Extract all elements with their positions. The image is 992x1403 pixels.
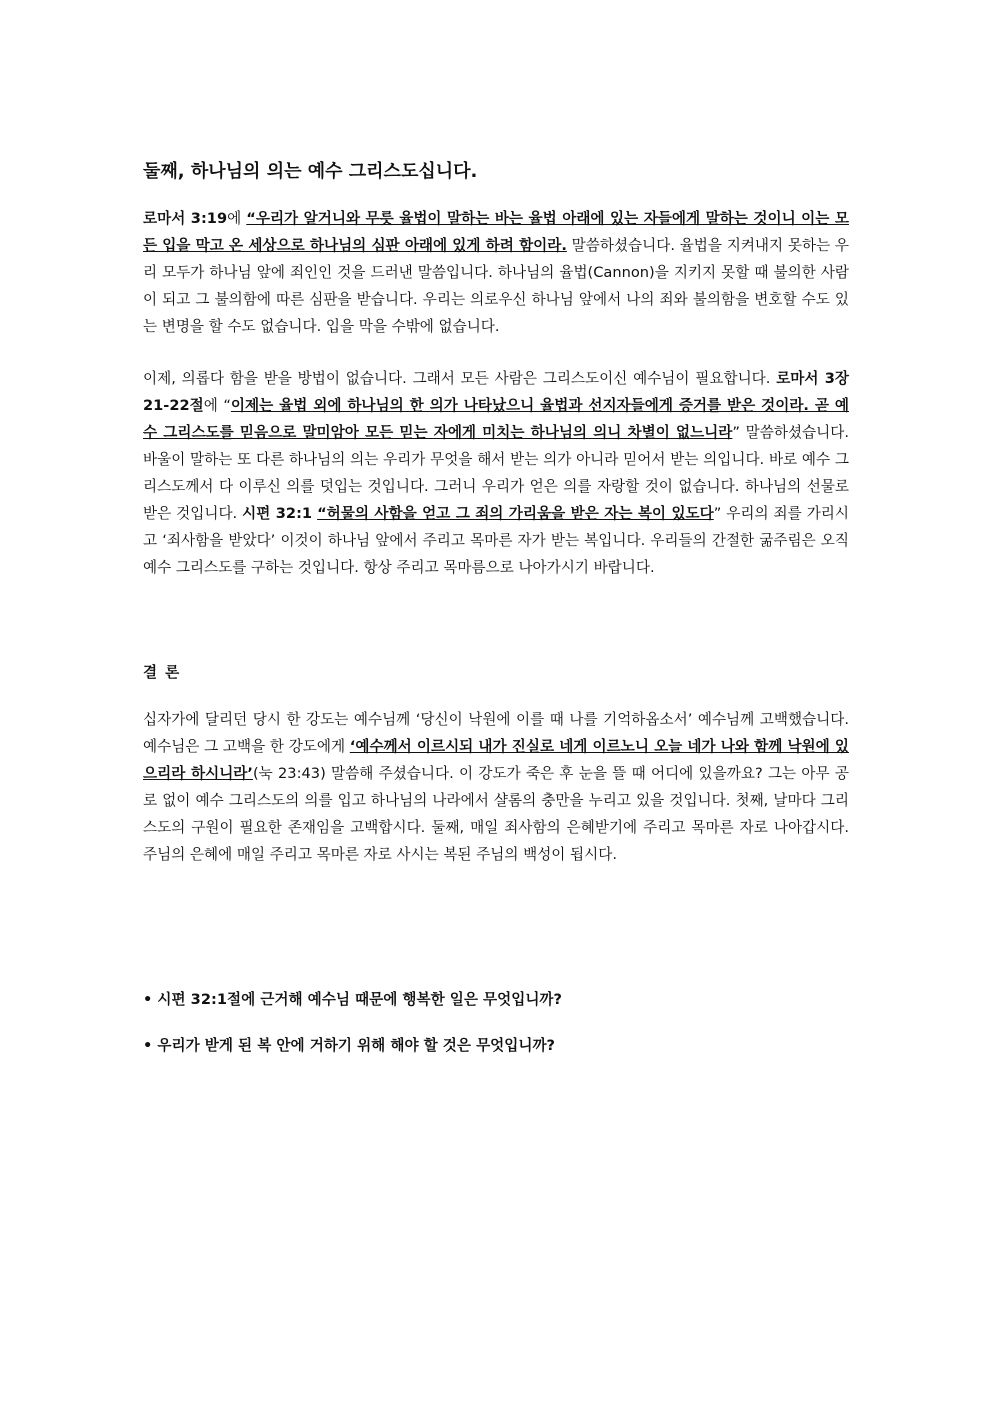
paragraph-conclusion bbox=[143, 706, 849, 868]
paragraph-text: 에 bbox=[227, 210, 247, 227]
discussion-question: • 우리가 받게 된 복 안에 거하기 위해 해야 할 것은 무엇입니까? bbox=[143, 1036, 556, 1054]
section-spacer bbox=[143, 868, 849, 988]
scripture-quote: 이제는 율법 외에 하나님의 한 의가 나타났으니 율법과 선지자들에게 증거를 받은 것이라. 곧 예수 그리스도를 믿음으로 말미암아 모든 믿는 자에게 미치는 하나님의 의니 차별이 없느니라 bbox=[143, 397, 849, 441]
paragraph-text: 에 “ bbox=[203, 397, 231, 414]
paragraph-text: 십자가에 달리던 당시 한 강도는 예수님께 ‘당신이 낙원에 이를 때 나를 기억하옵소서’ 예수님께 고백했습니다. 예수님은 그 고백을 한 강도에게 bbox=[143, 711, 849, 756]
section-spacer bbox=[143, 581, 849, 661]
scripture-quote: “허물의 사함을 얻고 그 죄의 가리움을 받은 자는 복이 있도다 bbox=[317, 505, 714, 522]
paragraph-text: 이제, 의롭다 함을 받을 방법이 없습니다. 그래서 모든 사람은 그리스도이신 예수님이 필요합니다. bbox=[143, 370, 777, 387]
scripture-reference: 시편 32:1 bbox=[242, 505, 313, 522]
paragraph-text: ” 말씀하셨습니다. 바울이 말하는 또 다른 하나님의 의는 우리가 무엇을 해서 받는 의가 아니라 믿어서 받는 의입니다. 바로 예수 그리스도께서 다 이루신 의를 덧입는 것입니다. 그러니 우리가 얻은 의를 자랑할 것이 없습니다. 하나님의 선물로 받은 것입니다. bbox=[143, 424, 849, 522]
section-heading: 둘째, 하나님의 의는 예수 그리스도십니다. bbox=[143, 161, 478, 182]
paragraph-romans-3-19 bbox=[143, 205, 849, 340]
scripture-reference: 로마서 3장 21-22절 bbox=[143, 370, 849, 414]
scripture-quote: “우리가 알거니와 무릇 율법이 말하는 바는 율법 아래에 있는 자들에게 말하는 것이니 이는 모든 입을 막고 온 세상으로 하나님의 심판 아래에 있게 하려 함이라. bbox=[143, 210, 849, 254]
discussion-question: • 시편 32:1절에 근거해 예수님 때문에 행복한 일은 무엇입니까? bbox=[143, 991, 562, 1009]
scripture-reference: 로마서 3:19 bbox=[143, 210, 228, 227]
paragraph-text: ” 우리의 죄를 가리시고 ‘죄사함을 받았다’ 이것이 하나님 앞에서 주리고 목마른 자가 받는 복입니다. 우리들의 간절한 굶주림은 오직 예수 그리스도를 구하는 것입니다. 항상 주리고 목마름으로 나아가시기 바랍니다. bbox=[143, 505, 850, 576]
conclusion-title: 결론 bbox=[143, 664, 188, 681]
paragraph-spacer bbox=[143, 340, 849, 365]
paragraph-text: (눅 23:43) 말씀해 주셨습니다. 이 강도가 죽은 후 눈을 뜰 때 어디에 있을까요? 그는 아무 공로 없이 예수 그리스도의 의를 입고 하나님의 나라에서 샬롬의 충만을 누리고 있을 것입니다. 첫째, 날마다 그리스도의 구원이 필요한 존재임을 고백합시다. 둘째, 매일 죄사함의 은혜받기에 주리고 목마른 자로 나아갑시다. 주님의 은혜에 매일 주리고 목마른 자로 사시는 복된 주님의 백성이 됩시다. bbox=[143, 765, 849, 864]
paragraph-text: 말씀하셨습니다. 율법을 지켜내지 못하는 우리 모두가 하나님 앞에 죄인인 것을 드러낸 말씀입니다. 하나님의 율법(Cannon)을 지키지 못할 때 불의한 사람이 되고 그 불의함에 따른 심판을 받습니다. 우리는 의로우신 하나님 앞에서 나의 죄와 불의함을 변호할 수도 있는 변명을 할 수도 없습니다. 입을 막을 수밖에 없습니다. bbox=[143, 237, 850, 335]
paragraph-righteousness bbox=[143, 365, 849, 581]
scripture-quote: ‘예수께서 이르시되 내가 진실로 네게 이르노니 오늘 네가 나와 함께 낙원에 있으리라 하시니라’ bbox=[143, 738, 849, 783]
